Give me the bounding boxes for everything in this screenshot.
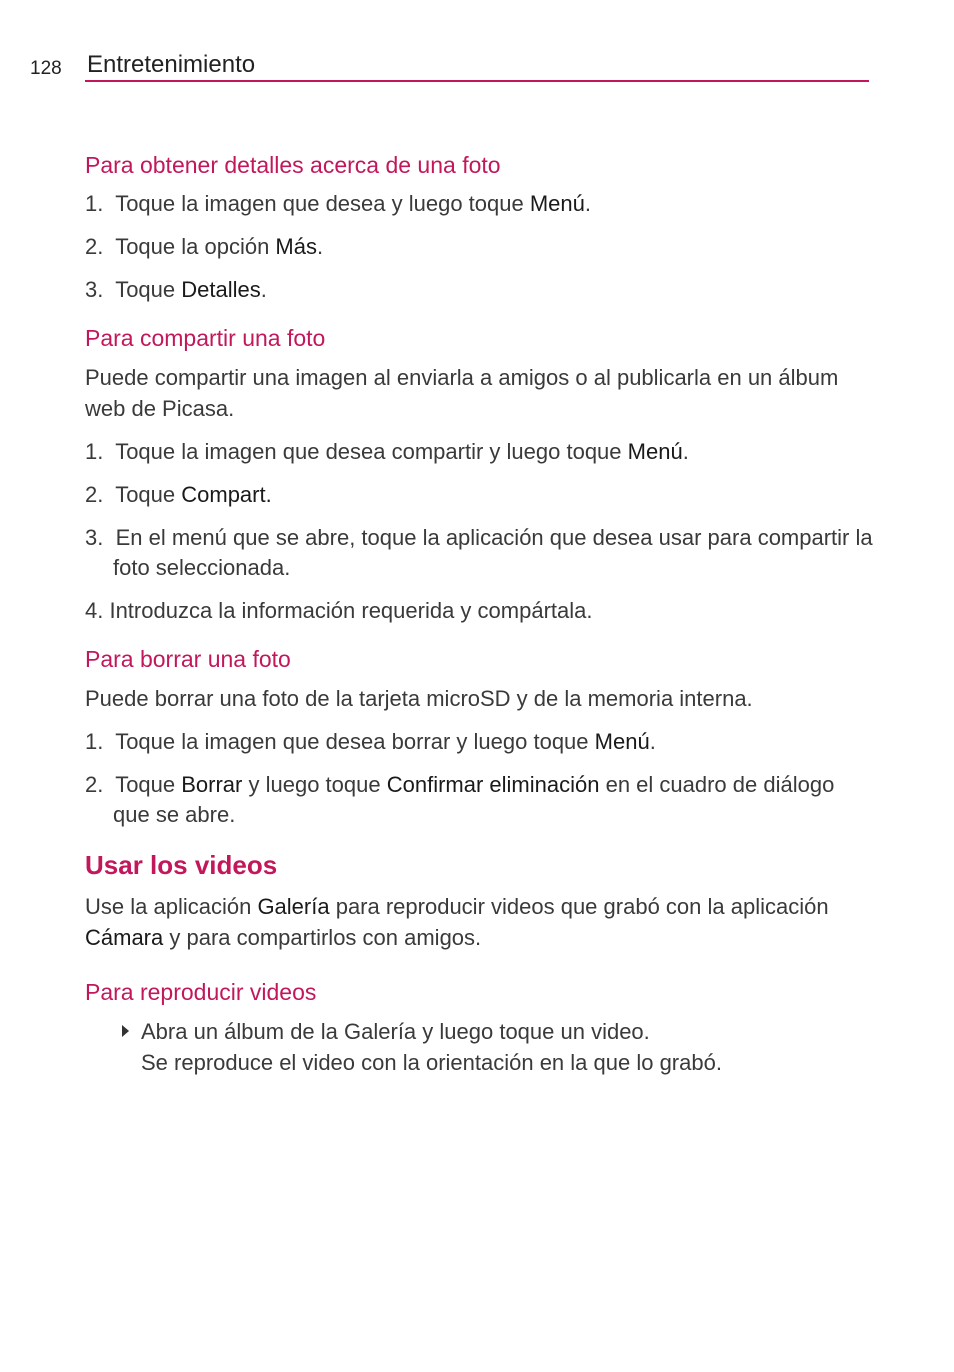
header-rule (85, 80, 869, 82)
share-intro: Puede compartir una imagen al enviarla a amigos o al publicarla en un álbum web de Picasa. (85, 365, 839, 421)
list-item: 1. Toque la imagen que desea borrar y luego toque Menú. (85, 729, 656, 754)
list-item: 2. Toque Compart. (85, 482, 272, 507)
videos-heading: Usar los videos (85, 850, 278, 880)
videos-intro: Use la aplicación Galería para reproducir videos que grabó con la aplicación Cámara y para compartirlos con amigos. (85, 894, 829, 950)
page-content (85, 150, 875, 1078)
share-heading: Para compartir una foto (85, 325, 326, 351)
page-number: 128 (30, 58, 62, 79)
delete-intro: Puede borrar una foto de la tarjeta microSD y de la memoria interna. (85, 686, 753, 711)
share-steps (85, 437, 875, 626)
delete-heading: Para borrar una foto (85, 646, 291, 672)
bullet-line: Abra un álbum de la Galería y luego toque un video. (141, 1019, 650, 1044)
bullet-line: Se reproduce el video con la orientación en la que lo grabó. (141, 1050, 722, 1075)
list-item: 1. Toque la imagen que desea y luego toque Menú. (85, 191, 592, 216)
list-item: 2. Toque la opción Más. (85, 234, 324, 259)
play-bullet (85, 1016, 875, 1078)
triangle-bullet-icon (122, 1025, 129, 1037)
list-item: 3. Toque Detalles. (85, 277, 267, 302)
list-item: 3. En el menú que se abre, toque la aplicación que desea usar para compartir la foto seleccionada. (85, 525, 873, 580)
play-heading: Para reproducir videos (85, 979, 317, 1005)
list-item: 2. Toque Borrar y luego toque Confirmar eliminación en el cuadro de diálogo que se abre. (85, 772, 835, 827)
list-item: 4. Introduzca la información requerida y compártala. (85, 598, 593, 623)
section-name: Entretenimiento (87, 51, 256, 78)
list-item: 1. Toque la imagen que desea compartir y luego toque Menú. (85, 439, 689, 464)
details-heading: Para obtener detalles acerca de una foto (85, 152, 501, 178)
delete-steps (85, 727, 875, 830)
details-steps (85, 189, 875, 305)
